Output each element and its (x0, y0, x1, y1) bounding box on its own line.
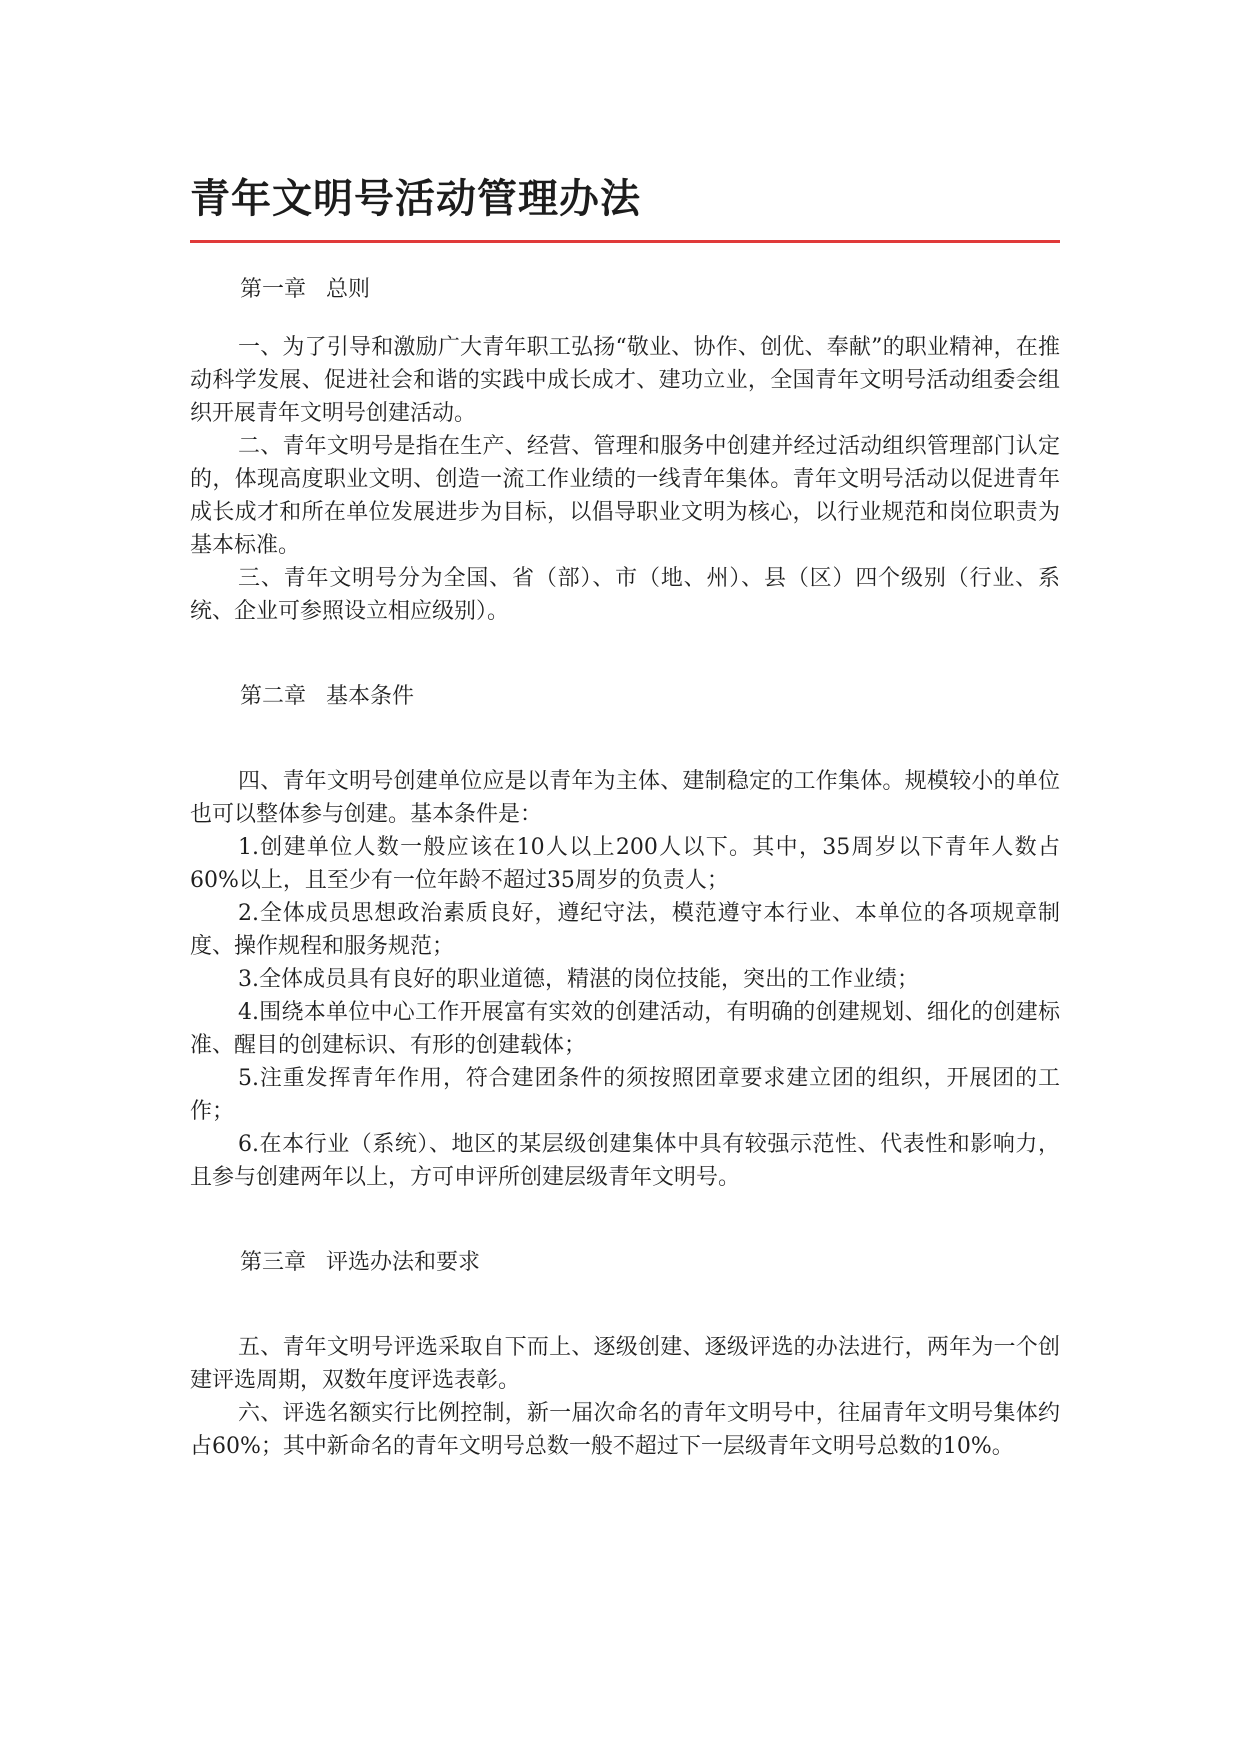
chapter-3-heading (190, 1246, 1060, 1279)
document-title: 青年文明号活动管理办法 (190, 168, 1060, 243)
chapter-1-heading (190, 273, 1060, 306)
chapter-2-heading (190, 680, 1060, 713)
paragraph: 六、评选名额实行比例控制，新一届次命名的青年文明号中，往届青年文明号集体约占60%；其中新命名的青年文明号总数一般不超过下一层级青年文明号总数的10%。 (190, 1401, 1060, 1459)
chapter-name: 总则 (326, 277, 371, 302)
chapter-number: 第一章 (240, 277, 307, 302)
chapter-number: 第二章 (240, 684, 307, 709)
chapter-name: 评选办法和要求 (326, 1250, 481, 1275)
paragraph: 二、青年文明号是指在生产、经营、管理和服务中创建并经过活动组织管理部门认定的，体现高度职业文明、创造一流工作业绩的一线青年集体。青年文明号活动以促进青年成长成才和所在单位发展进步为目标，以倡导职业文明为核心，以行业规范和岗位职责为基本标准。 (190, 434, 1060, 558)
chapter-name: 基本条件 (326, 684, 415, 709)
list-item: 3.全体成员具有良好的职业道德，精湛的岗位技能，突出的工作业绩； (238, 967, 919, 992)
chapter-number: 第三章 (240, 1250, 307, 1275)
paragraph: 一、为了引导和激励广大青年职工弘扬“敬业、协作、创优、奉献”的职业精神，在推动科学发展、促进社会和谐的实践中成长成才、建功立业，全国青年文明号活动组委会组织开展青年文明号创建活动。 (190, 335, 1060, 426)
list-item: 4.围绕本单位中心工作开展富有实效的创建活动，有明确的创建规划、细化的创建标准、醒目的创建标识、有形的创建载体； (190, 1000, 1060, 1058)
list-item: 2.全体成员思想政治素质良好，遵纪守法，模范遵守本行业、本单位的各项规章制度、操作规程和服务规范； (190, 901, 1060, 959)
paragraph: 三、青年文明号分为全国、省（部）、市（地、州）、县（区）四个级别（行业、系统、企业可参照设立相应级别）。 (190, 566, 1060, 624)
paragraph: 四、青年文明号创建单位应是以青年为主体、建制稳定的工作集体。规模较小的单位也可以整体参与创建。基本条件是： (190, 769, 1060, 827)
list-item: 5.注重发挥青年作用，符合建团条件的须按照团章要求建立团的组织，开展团的工作； (190, 1066, 1060, 1124)
document-page (190, 168, 1060, 1463)
list-item: 6.在本行业（系统）、地区的某层级创建集体中具有较强示范性、代表性和影响力，且参与创建两年以上，方可申评所创建层级青年文明号。 (190, 1132, 1060, 1190)
list-item: 1.创建单位人数一般应该在10人以上200人以下。其中，35周岁以下青年人数占60%以上，且至少有一位年龄不超过35周岁的负责人； (190, 835, 1060, 893)
paragraph: 五、青年文明号评选采取自下而上、逐级创建、逐级评选的办法进行，两年为一个创建评选周期，双数年度评选表彰。 (190, 1335, 1060, 1393)
